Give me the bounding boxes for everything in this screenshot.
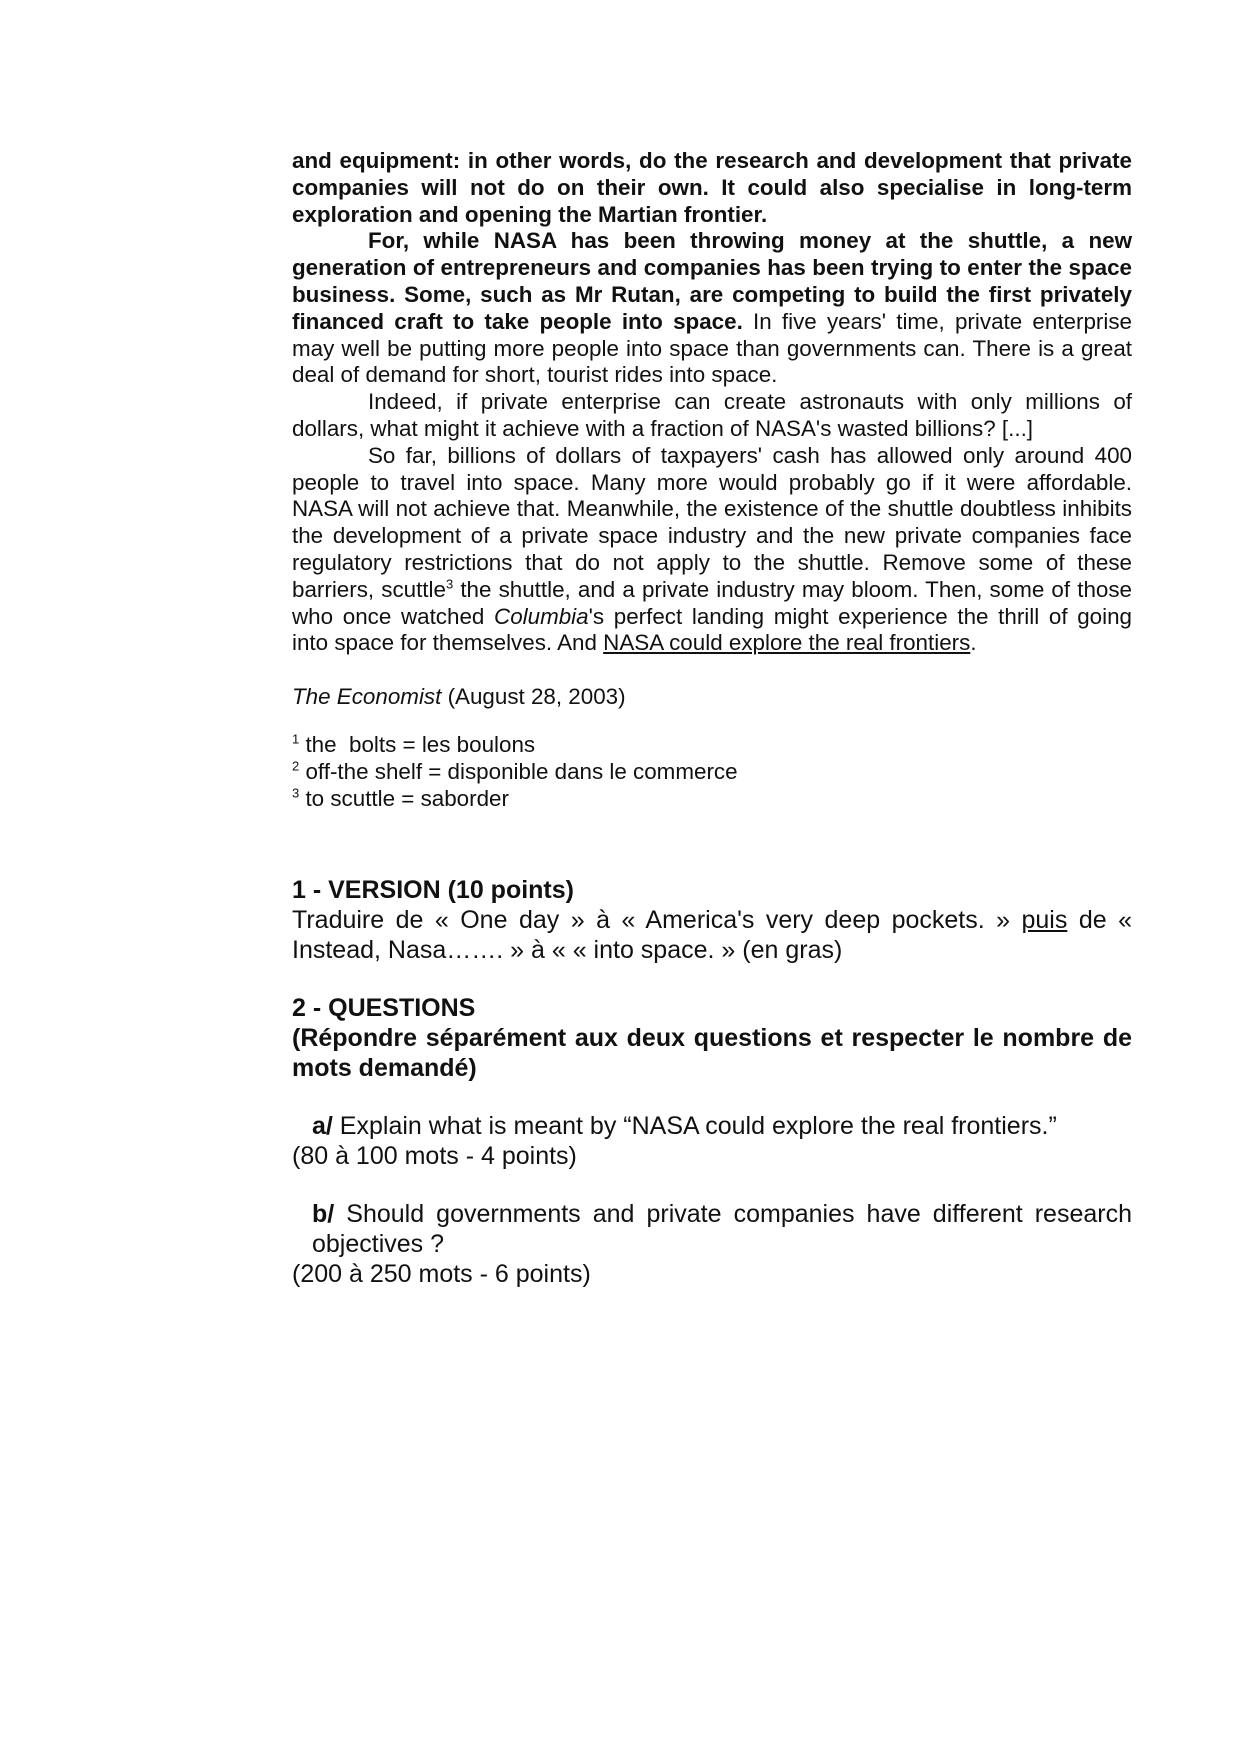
paragraph-2 xyxy=(292,228,1132,389)
article-text xyxy=(292,148,1132,657)
questions-title: 2 - QUESTIONS xyxy=(292,993,476,1022)
question-b-text: Should governments and private companies have different research objectives ? xyxy=(312,1199,1132,1258)
version-text-a: Traduire de « One day » à « America's very deep pockets. » xyxy=(292,905,1022,934)
question-b-label: b/ xyxy=(312,1199,335,1228)
underlined-phrase: NASA could explore the real frontiers xyxy=(603,630,971,656)
footnote-num: 3 xyxy=(292,785,300,801)
question-a-text: Explain what is meant by “NASA could explore the real frontiers.” xyxy=(332,1111,1057,1140)
paragraph-3: Indeed, if private enterprise can create astronauts with only millions of dollars, what might it achieve with a fraction of NASA's wasted billions? [...] xyxy=(292,389,1132,441)
version-instructions xyxy=(292,905,1132,965)
source-name: The Economist xyxy=(292,684,442,710)
footnote-num: 1 xyxy=(292,731,300,747)
question-b xyxy=(292,1199,1132,1289)
footnote-text: off-the shelf = disponible dans le commerce xyxy=(299,758,738,784)
article-source xyxy=(292,683,1132,710)
footnote-3 xyxy=(292,786,1132,813)
paragraph-2-rest: In five years' time, private enterprise may well be putting more people into space than governments can. There is a great deal of demand for short, tourist rides into space. xyxy=(292,308,1132,388)
paragraph-2-bold: For, while NASA has been throwing money at the shuttle, a new generation of entrepreneurs and companies has been trying to enter the space business. Some, such as Mr Rutan, are competing to build the first privately financed craft to take people into space. xyxy=(292,228,1132,334)
version-text-b: de « Instead, Nasa……. » à « « into space. » (en gras) xyxy=(292,905,1132,964)
question-b-line xyxy=(292,1199,1132,1259)
paragraph-4-part-a: So far, billions of dollars of taxpayers' cash has allowed only around 400 people to travel into space. Many more would probably go if it were affordable. NASA will not achieve that. Meanwhile, the existence of the shuttle doubtless inhibits the development of a private space industry and the new private companies face regulatory restrictions that do not apply to the shuttle. Remove some of these barriers, scuttle xyxy=(292,442,1132,602)
question-b-note: (200 à 250 mots - 6 points) xyxy=(292,1259,591,1288)
paragraph-4 xyxy=(292,443,1132,657)
footnote-num: 2 xyxy=(292,758,300,774)
footnote-text: the bolts = les boulons xyxy=(299,732,536,758)
question-a-line xyxy=(292,1111,1132,1141)
paragraph-1: and equipment: in other words, do the research and development that private companies will not do on their own. It could also specialise in long-term exploration and opening the Martian frontier. xyxy=(292,148,1132,227)
paragraph-4-end: . xyxy=(970,630,977,656)
question-a-note: (80 à 100 mots - 4 points) xyxy=(292,1141,577,1170)
footnote-text: to scuttle = saborder xyxy=(299,785,509,811)
paragraph-4-part-c: 's perfect landing might experience the thrill of going into space for themselves. And xyxy=(292,603,1133,656)
source-date: (August 28, 2003) xyxy=(441,684,626,710)
version-title: 1 - VERSION (10 points) xyxy=(292,875,574,904)
document-page xyxy=(292,148,1132,1289)
footnote-ref-3: 3 xyxy=(445,576,454,592)
question-a xyxy=(292,1111,1132,1171)
footnotes xyxy=(292,732,1132,812)
questions-subtitle: (Répondre séparément aux deux questions et respecter le nombre de mots demandé) xyxy=(292,1023,1132,1082)
footnote-2 xyxy=(292,759,1132,786)
columbia-italic: Columbia xyxy=(494,603,589,629)
paragraph-4-part-b: the shuttle, and a private industry may bloom. Then, some of those who once watched xyxy=(292,576,1132,629)
version-text-underlined: puis xyxy=(1021,905,1068,934)
footnote-1 xyxy=(292,732,1132,759)
question-a-label: a/ xyxy=(312,1111,333,1140)
